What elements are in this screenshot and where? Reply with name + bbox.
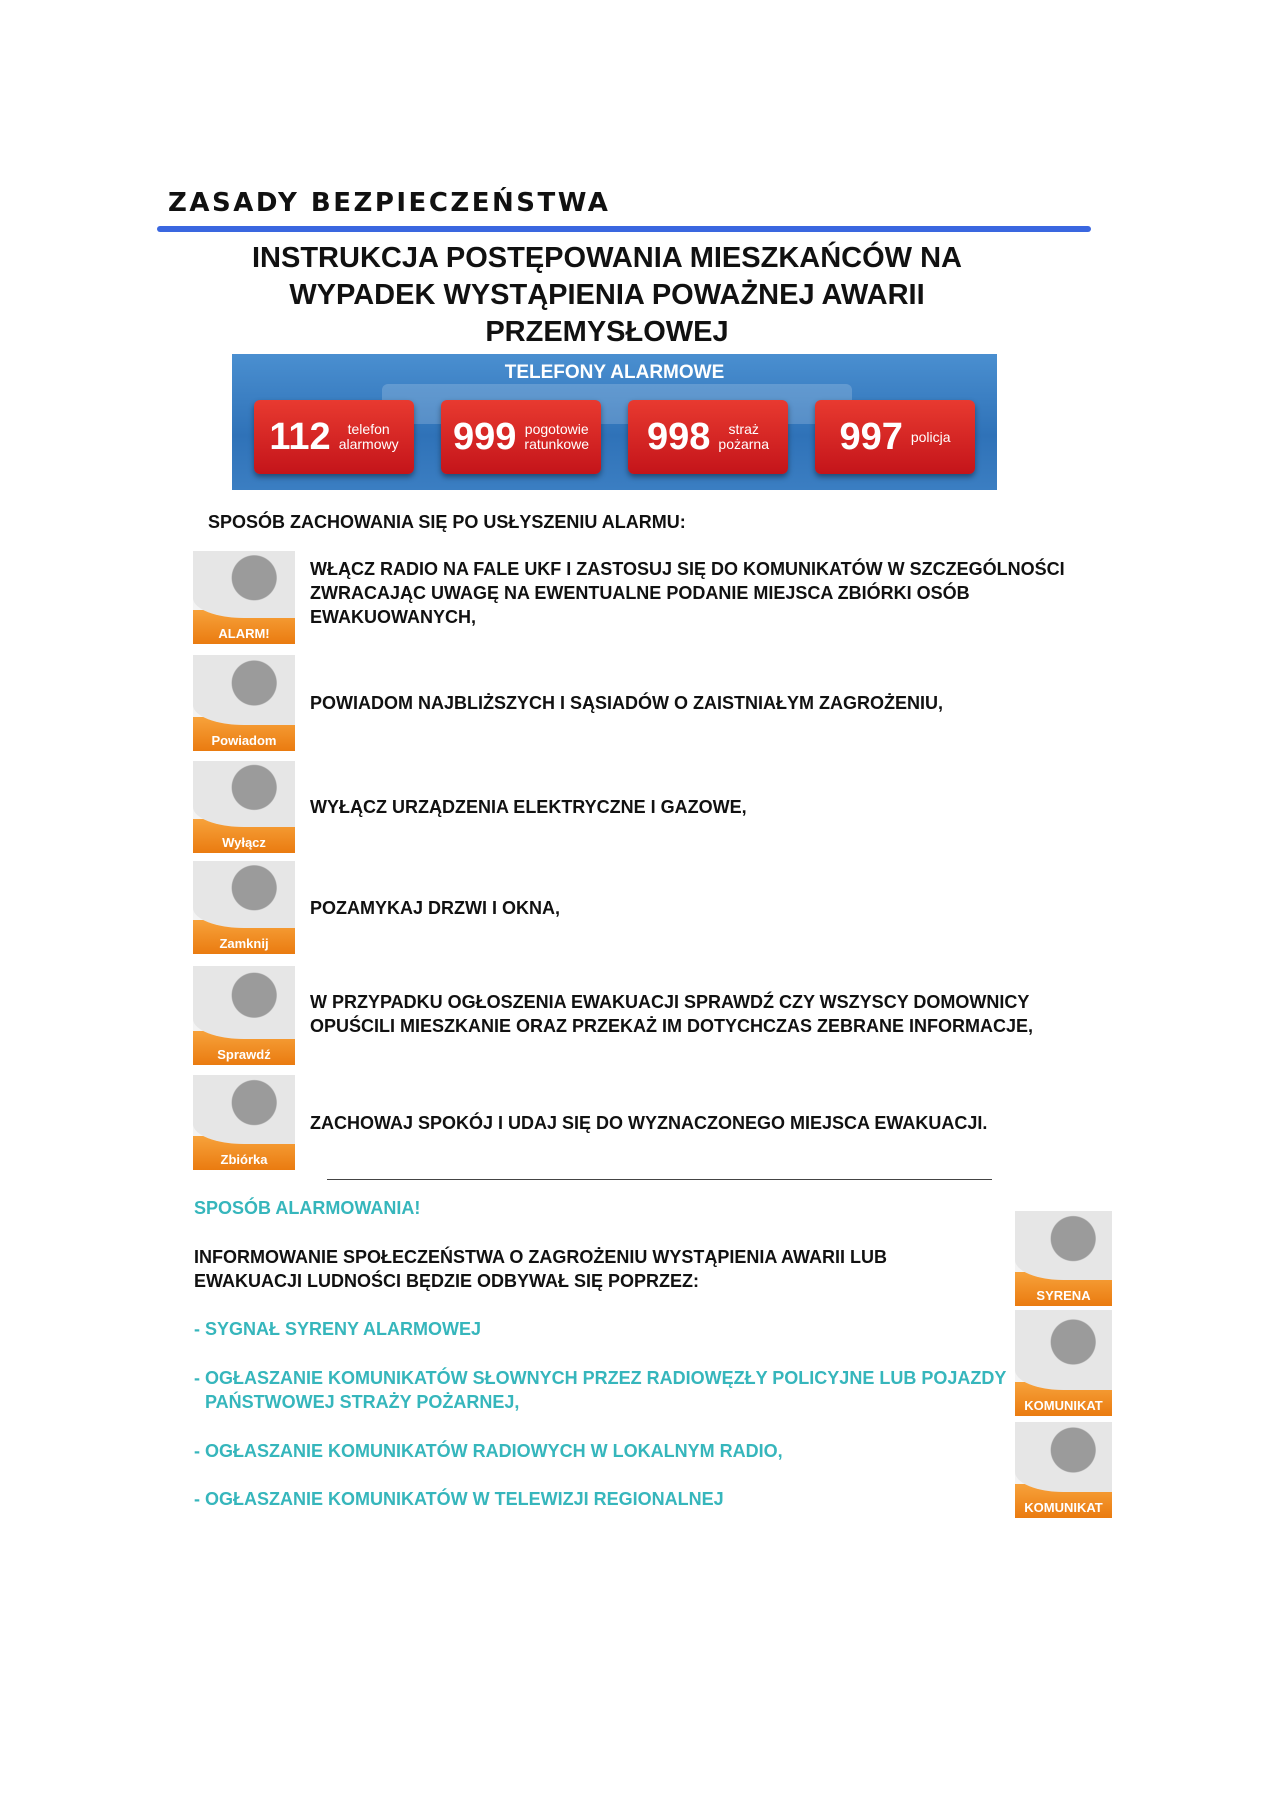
siren-icon: SYRENA [1015,1211,1112,1306]
step-text: ZACHOWAJ SPOKÓJ I UDAJ SIĘ DO WYZNACZONEGO MIEJSCA EWAKUACJI. [310,1112,988,1133]
radio-tv-icon: KOMUNIKAT [1015,1422,1112,1518]
step-text: POZAMYKAJ DRZWI I OKNA, [310,897,560,918]
gathering-icon: Zbiórka [193,1075,295,1170]
number-998 [628,400,788,474]
step-text: WYŁĄCZ URZĄDZENIA ELEKTRYCZNE I GAZOWE, [310,797,747,817]
section-heading: SPOSÓB ZACHOWANIA SIĘ PO USŁYSZENIU ALARMU: [208,512,686,532]
title-line: PRZEMYSŁOWEJ [485,316,729,348]
number: 112 [269,415,331,458]
divider [327,1179,992,1180]
info-text: INFORMOWANIE SPOŁECZEŃSTWA O ZAGROŻENIU WYSTĄPIENIA AWARII LUB EWAKUACJI LUDNOŚCI BĘDZIE ODBYWAŁ SIĘ POPRZEZ: [194,1247,887,1291]
number-label: pogotowie ratunkowe [524,421,589,452]
number: 997 [839,415,903,458]
header-divider [157,226,1091,232]
section-heading: SPOSÓB ALARMOWANIA! [194,1198,421,1218]
section-header: ZASADY BEZPIECZEŃSTWA [168,188,611,218]
number-label: straż pożarna [718,421,769,452]
number: 998 [647,415,711,458]
bullet-item: - OGŁASZANIE KOMUNIKATÓW SŁOWNYCH PRZEZ RADIOWĘZŁY POLICYJNE LUB POJAZDY PAŃSTWOWEJ STRAŻY POŻARNEJ, [194,1368,1007,1412]
unplug-icon: Wyłącz [193,761,295,853]
bullet-item: - SYGNAŁ SYRENY ALARMOWEJ [194,1319,482,1339]
title-line: WYPADEK WYSTĄPIENIA POWAŻNEJ AWARII [289,279,925,311]
radio-alarm-icon: ALARM! [193,551,295,644]
step-text: WŁĄCZ RADIO NA FALE UKF I ZASTOSUJ SIĘ DO KOMUNIKATÓW W SZCZEGÓLNOŚCI ZWRACAJĄC UWAGĘ NA EWENTUALNE PODANIE MIEJSCA ZBIÓRKI OSÓB EWAKUOWANYCH, [310,559,1065,627]
loudspeaker-vehicle-icon: KOMUNIKAT [1015,1310,1112,1416]
number-label: policja [910,428,951,445]
bullet-item: - OGŁASZANIE KOMUNIKATÓW W TELEWIZJI REGIONALNEJ [194,1489,724,1509]
banner-title: TELEFONY ALARMOWE [504,362,725,383]
door-close-icon: Zamknij [193,861,295,954]
emergency-numbers-banner [232,354,997,490]
title-line: INSTRUKCJA POSTĘPOWANIA MIESZKAŃCÓW NA [252,242,962,274]
check-people-icon: Sprawdź [193,966,295,1065]
number-999 [441,400,601,474]
step-text: POWIADOM NAJBLIŻSZYCH I SĄSIADÓW O ZAISTNIAŁYM ZAGROŻENIU, [310,693,943,713]
bullet-item: - OGŁASZANIE KOMUNIKATÓW RADIOWYCH W LOKALNYM RADIO, [194,1441,783,1461]
number: 999 [453,415,517,458]
person-notify-icon: Powiadom [193,655,295,751]
number-997 [815,400,975,474]
number-112 [254,400,414,474]
page-title [200,240,1014,351]
number-label: telefon alarmowy [338,421,399,452]
step-text: W PRZYPADKU OGŁOSZENIA EWAKUACJI SPRAWDŹ CZY WSZYSCY DOMOWNICY OPUŚCILI MIESZKANIE ORAZ PRZEKAŻ IM DOTYCHCZAS ZEBRANE INFORMACJE, [310,992,1034,1036]
